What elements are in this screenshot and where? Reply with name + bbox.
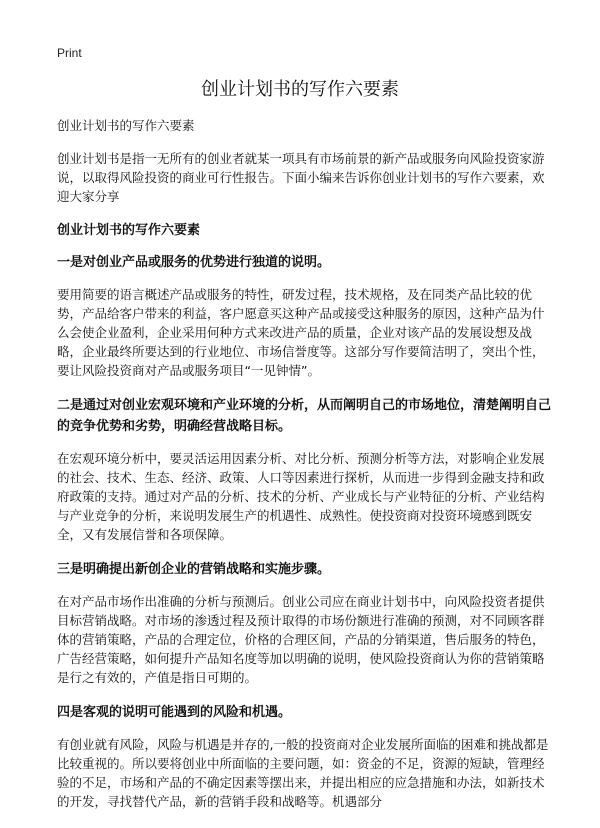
intro-paragraph: 创业计划书是指一无所有的创业者就某一项具有市场前景的新产品或服务向风险投资家游说，以取得风险投资的商业可行性报告。下面小编来告诉你创业计划书的写作六要素，欢迎大家分享 [57, 151, 545, 204]
section-body-3: 在对产品市场作出准确的分析与预测后。创业公司应在商业计划书中，向风险投资者提供目标营销战略。对市场的渗透过程及预计取得的市场份额进行准确的预测，对不同顾客群体的营销策略，产品的合理定位，价格的合理区间，产品的分销渠道，售后服务的特色，广告经营策略，如何提升产品知名度等加以明确的说明，使风险投资商认为你的营销策略是行之有效的，产值是指日可期的。 [57, 594, 545, 685]
section-body-4: 有创业就有风险，风险与机遇是并存的,一般的投资商对企业发展所面临的困难和挑战都是比较重视的。所以要将创业中所面临的主要问题，如：资金的不足，资源的短缺，管理经验的不足，市场和产品的不确定因素等摆出来，并提出相应的应急措施和办法，如新技术的开发，寻找替代产品，新的营销手段和战略等。机遇部分 [57, 737, 549, 809]
document-body [57, 116, 555, 826]
print-link[interactable]: Print [57, 46, 82, 60]
section-label: 创业计划书的写作六要素 [57, 223, 201, 238]
section-heading-3: 三是明确提出新创企业的营销战略和实施步骤。 [57, 562, 331, 577]
section-heading-1: 一是对创业产品或服务的优势进行独道的说明。 [57, 255, 331, 270]
document-title: 创业计划书的写作六要素 [201, 79, 399, 100]
section-heading-2: 二是通过对创业宏观环境和产业环境的分析，从而阐明自己的市场地位，清楚阐明自己的竞争优势和劣势，明确经营战略目标。 [57, 398, 552, 434]
section-body-2: 在宏观环境分析中，要灵活运用因素分析、对比分析、预测分析等方法，对影响企业发展的社会、技术、生态、经济、政策、人口等因素进行探析，从而进一步得到金融支持和政府政策的支持。通过对产品的分析、技术的分析、产业成长与产业特征的分析、产业结构与产业竞争的分析，来说明发展生产的机遇性、成熟性。使投资商对投资环境感到既安全，又有发展信誉和各项保障。 [57, 451, 545, 542]
document-subtitle: 创业计划书的写作六要素 [57, 118, 195, 133]
section-body-1: 要用简要的语言概述产品或服务的特性，研发过程，技术规格，及在同类产品比较的优势，产品给客户带来的利益，客户愿意买这种产品或接受这种服务的原因，这种产品为什么会使企业盈利，企业采用何种方式来改进产品的质量，企业对该产品的发展设想及战略，企业最终所要达到的行业地位、市场信誉度等。这部分写作要简洁明了，突出个性，要让风险投资商对产品或服务项目“一见钟情”。 [57, 287, 545, 378]
section-heading-4: 四是客观的说明可能遇到的风险和机遇。 [57, 705, 292, 720]
